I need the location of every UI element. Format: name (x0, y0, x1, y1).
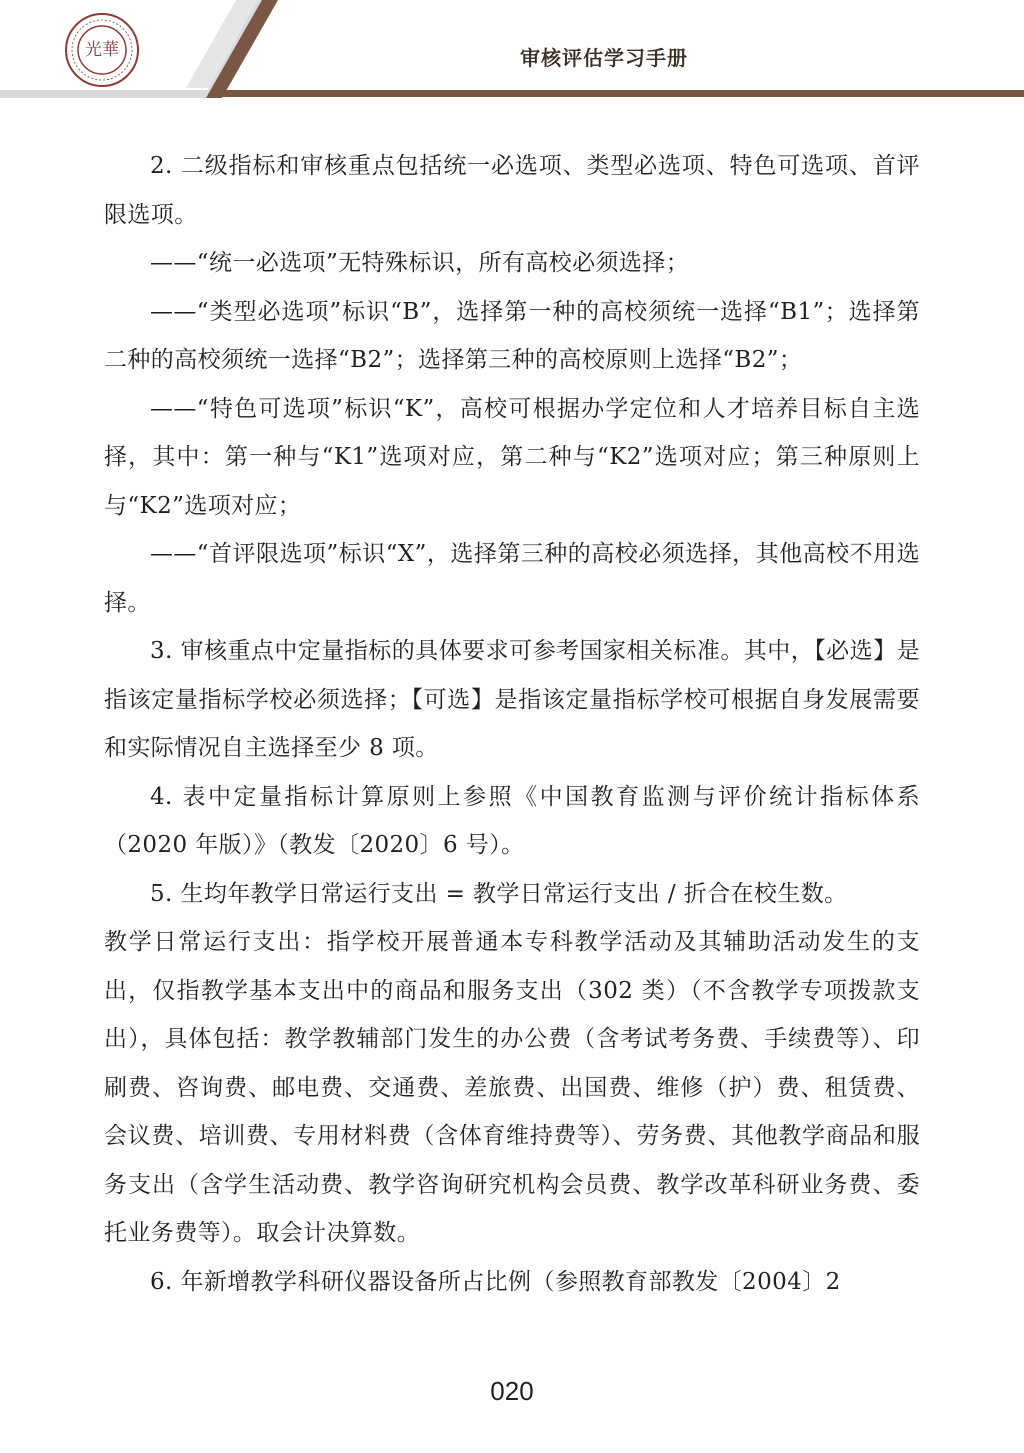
paragraph-unified-required: ——“统一必选项”无特殊标识，所有高校必须选择； (150, 250, 690, 276)
paragraph-item-2: 2. 二级指标和审核重点包括统一必选项、类型必选项、特色可选项、首评限选项。 (104, 153, 920, 228)
paragraph-item-4: 4. 表中定量指标计算原则上参照《中国教育监测与评价统计指标体系（2020 年版）》（教发〔2020〕6 号）。 (104, 783, 920, 858)
handbook-title: 审核评估学习手册 (520, 46, 688, 70)
paragraph-item-6: 6. 年新增教学科研仪器设备所占比例（参照教育部教发〔2004〕2 (150, 1268, 841, 1295)
paragraph-item-3: 3. 审核重点中定量指标的具体要求可参考国家相关标准。其中，【必选】是指该定量指标学校必须选择；【可选】是指该定量指标学校可根据自身发展需要和实际情况自主选择至少 8 项。 (104, 638, 920, 761)
university-logo (64, 12, 140, 88)
paragraph-first-eval-limited: ——“首评限选项”标识“X”，选择第三种的高校必须选择，其他高校不用选择。 (104, 541, 920, 616)
logo-emblem-char: 光華 (85, 40, 119, 60)
paragraph-operating-expense-definition: 教学日常运行支出：指学校开展普通本专科教学活动及其辅助活动发生的支出，仅指教学基本支出中的商品和服务支出（302 类）（不含教学专项拨款支出），具体包括：教学教辅部门发生的办公费（含考试考务费、手续费等）、印刷费、咨询费、邮电费、交通费、差旅费、出国费、维修（护）费、租赁费、会议费、培训费、专用材料费（含体育维持费等）、劳务费、其他教学商品和服务支出（含学生活动费、教学咨询研究机构会员费、教学改革科研业务费、委托业务费等）。取会计决算数。 (104, 929, 920, 1246)
paragraph-feature-optional: ——“特色可选项”标识“K”，高校可根据办学定位和人才培养目标自主选择，其中：第一种与“K1”选项对应，第二种与“K2”选项对应；第三种原则上与“K2”选项对应； (104, 395, 920, 519)
page-number: 020 (490, 1376, 534, 1406)
page-header (0, 0, 1024, 100)
document-body (104, 142, 920, 1306)
paragraph-item-5: 5. 生均年教学日常运行支出 = 教学日常运行支出 / 折合在校生数。 (150, 880, 848, 907)
header-decoration (0, 0, 1024, 100)
paragraph-type-required: ——“类型必选项”标识“B”，选择第一种的高校须统一选择“B1”；选择第二种的高校须统一选择“B2”；选择第三种的高校原则上选择“B2”； (104, 298, 920, 373)
